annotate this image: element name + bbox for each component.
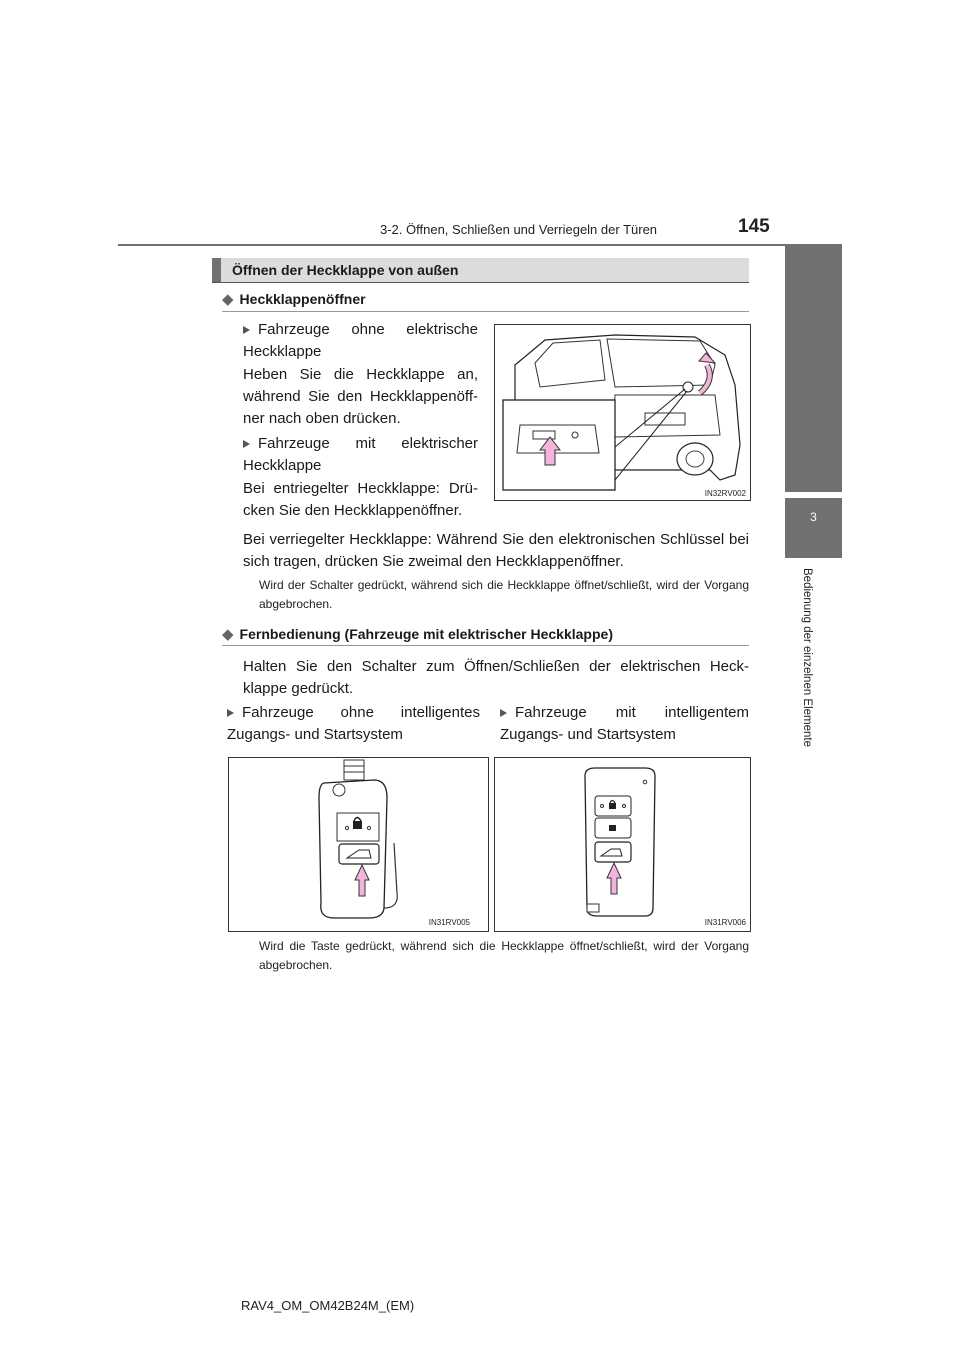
car-rear-illustration bbox=[495, 325, 750, 500]
opener-item2-title-text: Fahrzeuge mit elektrischer Heckklappe bbox=[243, 435, 478, 474]
opener-heading bbox=[222, 290, 366, 308]
bullet-triangle-icon bbox=[243, 326, 250, 334]
section-stripe bbox=[212, 258, 221, 282]
footer-doc-code: RAV4_OM_OM42B24M_(EM) bbox=[241, 1298, 415, 1313]
diamond-icon: ◆ bbox=[222, 291, 234, 308]
opener-note: Wird der Schalter gedrückt, während sich die Heckklappe öffnet/schließt, wird der Vorgang abgebrochen. bbox=[259, 578, 749, 611]
opener-item1-title bbox=[243, 319, 478, 363]
opener-item2-title bbox=[243, 433, 478, 477]
chapter-tab bbox=[785, 498, 842, 558]
opener-heading-text: Heckklappenöffner bbox=[239, 291, 366, 307]
remote-left-title bbox=[227, 702, 480, 746]
opener-item1-title-text: Fahrzeuge ohne elektrische Heckklappe bbox=[243, 321, 478, 360]
bullet-triangle-icon bbox=[500, 709, 507, 717]
flip-key-illustration bbox=[229, 758, 488, 931]
remote-heading-rule bbox=[222, 645, 749, 646]
header-title: 3-2. Öffnen, Schließen und Verriegeln der Türen bbox=[380, 222, 658, 237]
bullet-triangle-icon bbox=[227, 709, 234, 717]
remote-heading bbox=[222, 625, 613, 643]
chapter-side-label bbox=[797, 568, 817, 768]
opener-heading-rule bbox=[222, 311, 749, 312]
smart-key-figure bbox=[494, 757, 751, 932]
section-underline bbox=[212, 282, 749, 283]
remote-left-title-text: Fahrzeuge ohne intelligentes Zugangs- und Startsystem bbox=[227, 704, 480, 743]
opener-item1-text: Heben Sie die Heckklappe an, während Sie den Heckklappenöff-ner nach oben drücken. bbox=[243, 366, 478, 427]
remote-text: Halten Sie den Schalter zum Öffnen/Schließen der elektrischen Heck-klappe gedrückt. bbox=[243, 658, 749, 697]
diamond-icon: ◆ bbox=[222, 626, 234, 643]
section-heading-bar bbox=[212, 258, 749, 282]
remote-note: Wird die Taste gedrückt, während sich die Heckklappe öffnet/schließt, wird der Vorgang abgebrochen. bbox=[259, 939, 749, 972]
opener-locked-text: Bei verriegelter Heckklappe: Während Sie den elektronischen Schlüssel bei sich tragen, drücken Sie zweimal den Heckklappenöffner. bbox=[243, 531, 749, 570]
figure-code: IN31RV006 bbox=[704, 918, 746, 927]
remote-heading-text: Fernbedienung (Fahrzeuge mit elektrischer Heckklappe) bbox=[239, 626, 613, 642]
remote-right-title bbox=[500, 702, 749, 746]
flip-key-figure bbox=[228, 757, 489, 932]
figure-code: IN32RV002 bbox=[704, 489, 746, 498]
section-title: Öffnen der Heckklappe von außen bbox=[232, 262, 459, 278]
remote-right-title-text: Fahrzeuge mit intelligentem Zugangs- und Startsystem bbox=[500, 704, 749, 743]
smart-key-illustration bbox=[495, 758, 750, 931]
bullet-triangle-icon bbox=[243, 440, 250, 448]
figure-code: IN31RV005 bbox=[428, 918, 470, 927]
chapter-side-text: Bedienung der einzelnen Elemente bbox=[801, 568, 813, 748]
chapter-number: 3 bbox=[810, 510, 817, 524]
header-rule bbox=[118, 244, 842, 246]
chapter-tab-top bbox=[785, 246, 842, 492]
opener-item2-text: Bei entriegelter Heckklappe: Drü-cken Sie den Heckklappenöffner. bbox=[243, 480, 478, 519]
page-number: 145 bbox=[738, 216, 770, 237]
tailgate-opener-figure bbox=[494, 324, 751, 501]
